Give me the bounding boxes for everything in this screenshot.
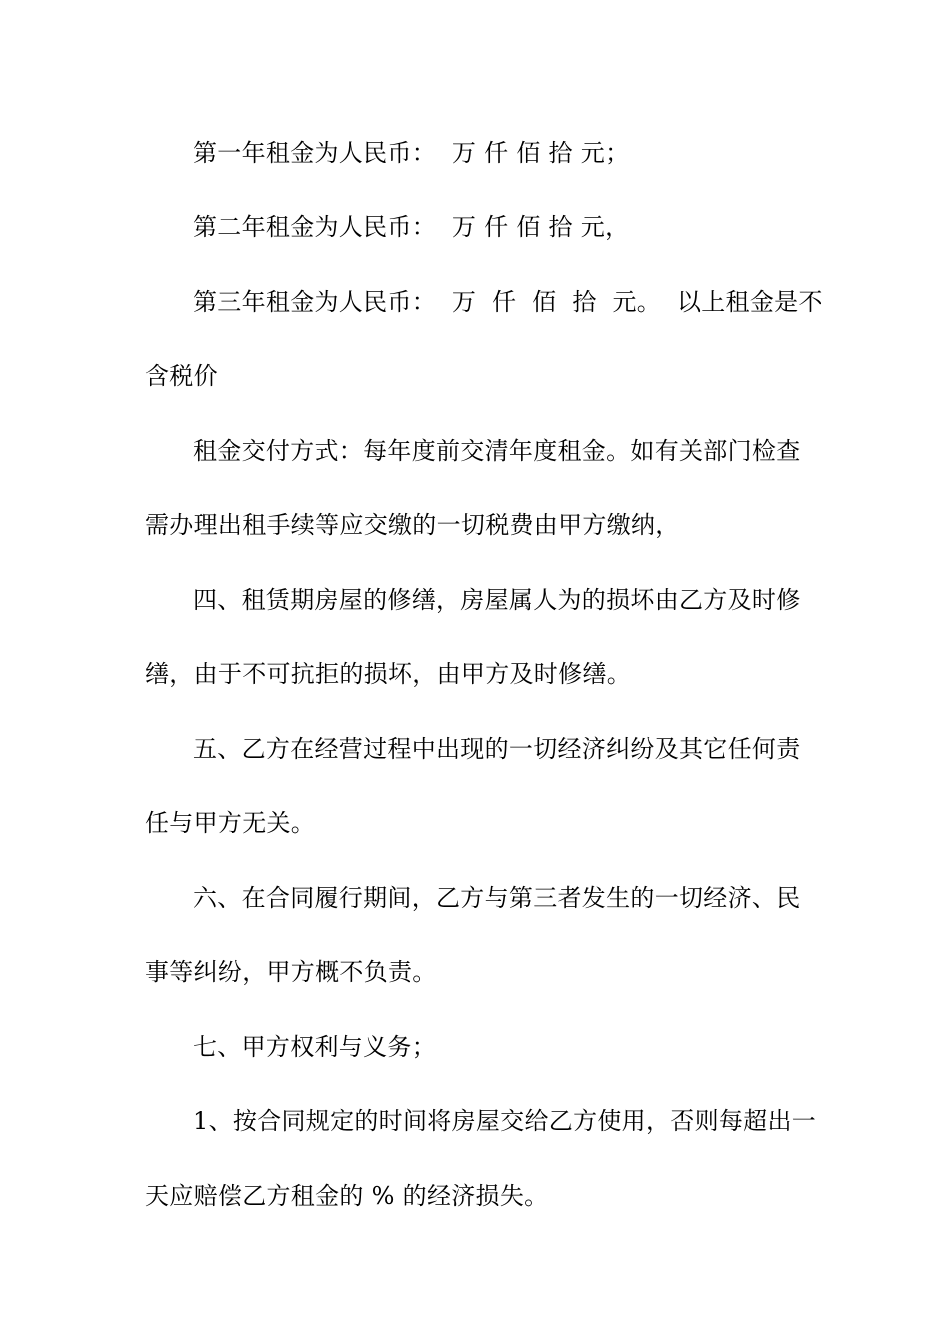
rent-year-1-line: 第一年租金为人民币： 万 仟 佰 拾 元； (193, 139, 630, 167)
payment-method-continued-line: 需办理出租手续等应交缴的一切税费由甲方缴纳， (145, 511, 680, 539)
clause-5-line: 五、乙方在经营过程中出现的一切经济纠纷及其它任何责 (193, 735, 801, 763)
clause-7-item-1-line: 1、按合同规定的时间将房屋交给乙方使用，否则每超出一 (193, 1107, 817, 1135)
clause-6-line: 六、在合同履行期间，乙方与第三者发生的一切经济、民 (193, 884, 801, 912)
clause-4-line: 四、租赁期房屋的修缮，房屋属人为的损坏由乙方及时修 (193, 586, 801, 614)
tax-note-line: 含税价 (145, 362, 218, 390)
clause-5-continued-line: 任与甲方无关。 (145, 809, 316, 837)
clause-7-item-1-continued-line: 天应赔偿乙方租金的 % 的经济损失。 (145, 1182, 549, 1210)
clause-4-continued-line: 缮，由于不可抗拒的损坏，由甲方及时修缮。 (145, 660, 631, 688)
rent-year-3-line: 第三年租金为人民币： 万 仟 佰 拾 元。 以上租金是不 (193, 288, 823, 316)
clause-7-heading: 七、甲方权利与义务； (193, 1033, 436, 1061)
rent-year-2-line: 第二年租金为人民币： 万 仟 佰 拾 元， (193, 213, 630, 241)
clause-6-continued-line: 事等纠纷，甲方概不负责。 (145, 958, 437, 986)
payment-method-line: 租金交付方式：每年度前交清年度租金。如有关部门检查 (193, 437, 801, 465)
